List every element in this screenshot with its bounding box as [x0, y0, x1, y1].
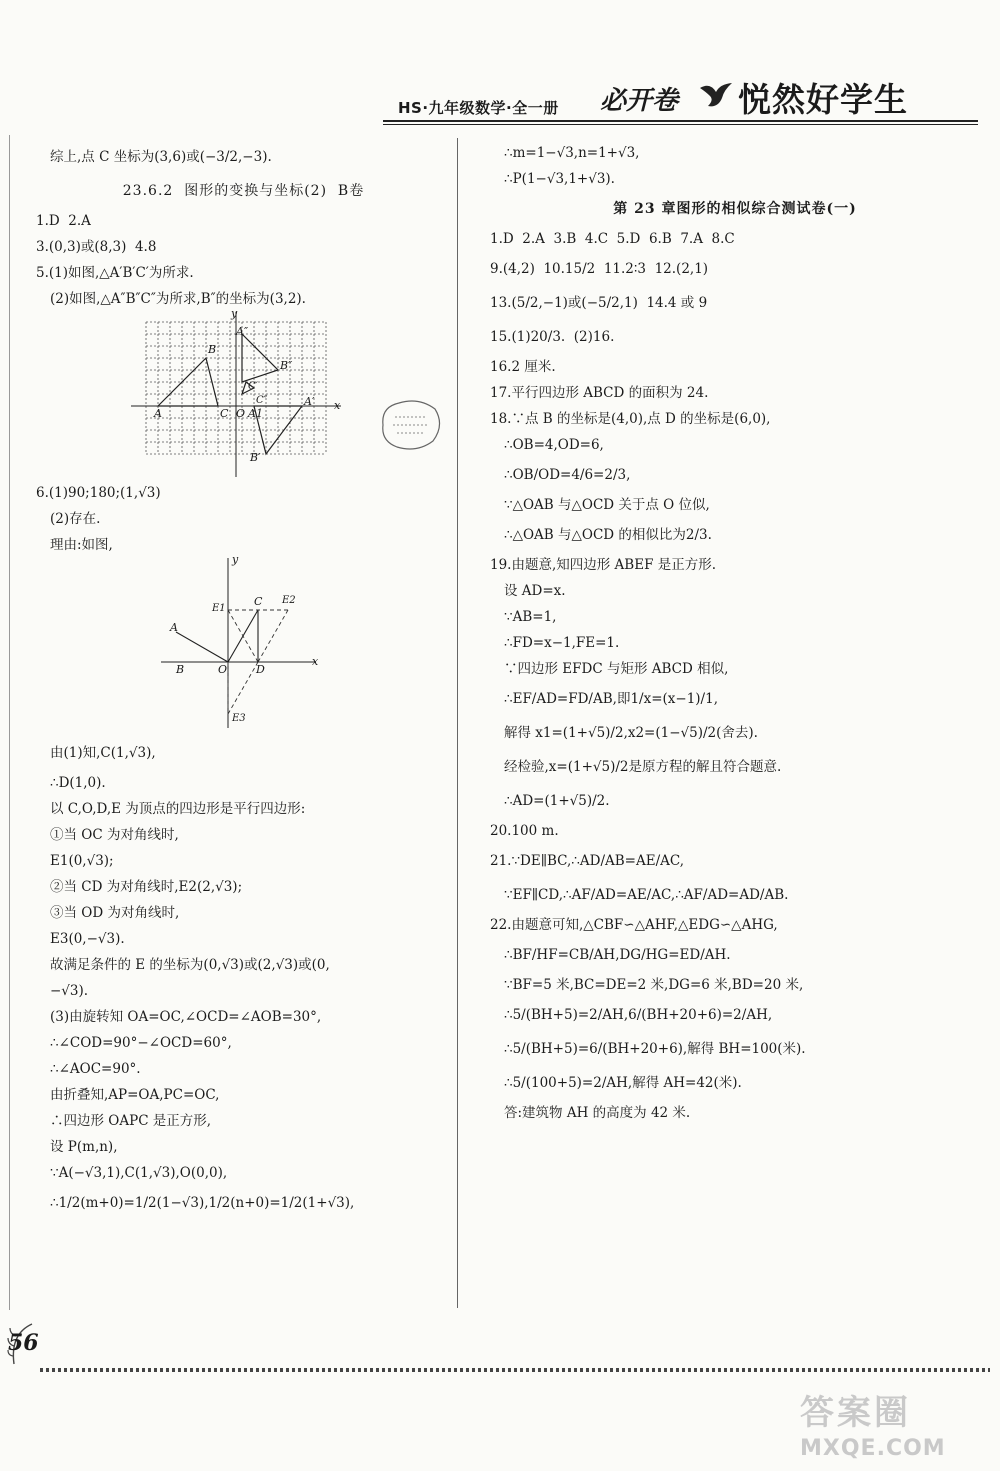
point-label: O — [236, 407, 246, 420]
answer-line: 综上,点 C 坐标为(3,6)或(−3/2,−3). — [50, 149, 272, 165]
column-divider — [457, 138, 458, 1308]
answer-line: 22.由题意可知,△CBF∽△AHF,△EDG∽△AHG, — [490, 917, 778, 933]
answer-line: 故满足条件的 E 的坐标为(0,√3)或(2,√3)或(0, — [50, 957, 330, 973]
parallelogram-figure-svg — [156, 558, 356, 736]
answer-line: ∵A(−√3,1),C(1,√3),O(0,0), — [50, 1165, 228, 1181]
axis-label-x: x — [334, 399, 341, 412]
answer-line: 18.∵点 B 的坐标是(4,0),点 D 的坐标是(6,0), — [490, 411, 771, 427]
answer-line: 由折叠知,AP=OA,PC=OC, — [50, 1087, 220, 1103]
answer-line: ∵△OAB 与△OCD 关于点 O 位似, — [504, 497, 710, 513]
right-column — [490, 140, 980, 1126]
series-logo-text: 必开卷 — [600, 86, 679, 116]
answer-line: ∵EF∥CD,∴AF/AD=AE/AC,∴AF/AD=AD/AB. — [504, 887, 789, 903]
answer-line: ∴FD=x−1,FE=1. — [504, 635, 620, 651]
answer-line: ②当 CD 为对角线时,E2(2,√3); — [50, 879, 243, 895]
point-label: A — [170, 621, 178, 634]
answer-line: 21.∵DE∥BC,∴AD/AB=AE/AC, — [490, 853, 685, 869]
point-label: C′ — [248, 381, 258, 392]
answer-line: ∴5/(100+5)=2/AH,解得 AH=42(米). — [504, 1075, 742, 1091]
answer-line: (2)如图,△A″B″C″为所求,B″的坐标为(3,2). — [50, 291, 306, 307]
header-rule-thin — [383, 124, 978, 125]
answer-line: 16.2 厘米. — [490, 359, 556, 375]
watermark — [800, 1385, 990, 1465]
answer-line: ∴△OAB 与△OCD 的相似比为2/3. — [504, 527, 712, 543]
answer-line: ∴∠COD=90°−∠OCD=60°, — [50, 1035, 232, 1051]
answer-line: ∴m=1−√3,n=1+√3, — [504, 145, 640, 161]
point-label: C — [220, 407, 229, 420]
answer-line: 3.(0,3)或(8,3) 4.8 — [36, 239, 157, 255]
point-label: E3 — [232, 713, 246, 724]
answer-line: 1.D 2.A — [36, 213, 91, 229]
answer-line: E3(0,−√3). — [50, 931, 125, 947]
point-label: D — [256, 663, 265, 676]
answer-line: 设 AD=x. — [504, 583, 566, 599]
left-margin-line — [9, 135, 10, 1310]
point-label: E2 — [282, 595, 296, 606]
header-rule — [383, 120, 978, 122]
answer-line: 由(1)知,C(1,√3), — [50, 745, 156, 761]
section-title: 23.6.2 图形的变换与坐标(2) B卷 — [122, 183, 365, 199]
point-label: A′ — [304, 395, 315, 408]
axis-label-y: y — [231, 307, 238, 320]
point-label: A1 — [248, 407, 263, 420]
bird-logo-icon — [698, 80, 736, 110]
answer-line: 设 P(m,n), — [50, 1139, 118, 1155]
answer-line: 20.100 m. — [490, 823, 559, 839]
answer-line: 17.平行四边形 ABCD 的面积为 24. — [490, 385, 709, 401]
answer-line: ∴AD=(1+√5)/2. — [504, 793, 610, 809]
answer-line: ∴P(1−√3,1+√3). — [504, 171, 615, 187]
answer-line: 答:建筑物 AH 的高度为 42 米. — [504, 1105, 691, 1121]
answer-line: ∵BF=5 米,BC=DE=2 米,DG=6 米,BD=20 米, — [504, 977, 804, 993]
page-number: 56 — [8, 1330, 39, 1356]
answer-line: 解得 x1=(1+√5)/2,x2=(1−√5)/2(舍去). — [504, 725, 758, 741]
point-label: O — [218, 663, 228, 676]
answer-line: ∴5/(BH+5)=6/(BH+20+6),解得 BH=100(米). — [504, 1041, 806, 1057]
page-header — [0, 60, 1000, 130]
answer-line: 6.(1)90;180;(1,√3) — [36, 485, 161, 501]
answer-line: 经检验,x=(1+√5)/2是原方程的解且符合题意. — [504, 759, 782, 775]
left-column — [36, 140, 451, 1220]
answer-line: ∴D(1,0). — [50, 775, 106, 791]
point-label: B — [208, 343, 217, 356]
answer-line: ①当 OC 为对角线时, — [50, 827, 179, 843]
answer-line: ∵四边形 EFDC 与矩形 ABCD 相似, — [504, 661, 729, 677]
answer-line: ∴四边形 OAPC 是正方形, — [50, 1113, 212, 1129]
point-label: E1 — [212, 603, 226, 614]
answer-line: 5.(1)如图,△A′B′C′为所求. — [36, 265, 194, 281]
section-title: 第 23 章图形的相似综合测试卷(一) — [613, 201, 857, 217]
answer-line: ∴OB=4,OD=6, — [504, 437, 604, 453]
answer-line: (2)存在. — [50, 511, 101, 527]
stamp-icon — [375, 395, 445, 455]
answer-line: 以 C,O,D,E 为顶点的四边形是平行四边形: — [50, 801, 306, 817]
point-label: B — [176, 663, 185, 676]
answer-line: 理由:如图, — [50, 537, 113, 553]
answer-line: 19.由题意,知四边形 ABEF 是正方形. — [490, 557, 717, 573]
axis-label-x: x — [312, 655, 319, 668]
answer-line: −√3). — [50, 983, 89, 999]
answer-line: ∵AB=1, — [504, 609, 557, 625]
answer-line: ∴1/2(m+0)=1/2(1−√3),1/2(n+0)=1/2(1+√3), — [50, 1195, 355, 1211]
point-label: B″ — [280, 359, 293, 372]
course-title: HS·九年级数学·全一册 — [398, 99, 559, 117]
axis-label-y: y — [232, 553, 239, 566]
point-label: A″ — [236, 325, 249, 338]
watermark-line2: MXQE.COM — [800, 1436, 946, 1461]
answer-line: ③当 OD 为对角线时, — [50, 905, 180, 921]
answer-line: 9.(4,2) 10.15/2 11.2∶3 12.(2,1) — [490, 261, 709, 277]
answer-line: (3)由旋转知 OA=OC,∠OCD=∠AOB=30°, — [50, 1009, 322, 1025]
answer-line: ∴5/(BH+5)=2/AH,6/(BH+20+6)=2/AH, — [504, 1007, 773, 1023]
point-label: C″ — [256, 395, 268, 406]
watermark-line1: 答案圈 — [800, 1393, 911, 1433]
answer-line: 1.D 2.A 3.B 4.C 5.D 6.B 7.A 8.C — [490, 231, 735, 247]
point-label: A — [154, 407, 162, 420]
answer-line: ∴OB/OD=4/6=2/3, — [504, 467, 631, 483]
answer-line: ∴EF/AD=FD/AB,即1/x=(x−1)/1, — [504, 691, 718, 707]
answer-line: 13.(5/2,−1)或(−5/2,1) 14.4 或 9 — [490, 295, 708, 311]
answer-line: ∴∠AOC=90°. — [50, 1061, 141, 1077]
footer-dotted-rule — [40, 1368, 990, 1372]
answer-line: ∴BF/HF=CB/AH,DG/HG=ED/AH. — [504, 947, 731, 963]
figure-parallelogram — [36, 553, 451, 736]
point-label: B′ — [250, 451, 261, 464]
brand-logo-text: 悦然好学生 — [738, 80, 908, 119]
point-label: C — [254, 595, 263, 608]
answer-line: E1(0,√3); — [50, 853, 114, 869]
answer-line: 15.(1)20/3. (2)16. — [490, 329, 615, 345]
